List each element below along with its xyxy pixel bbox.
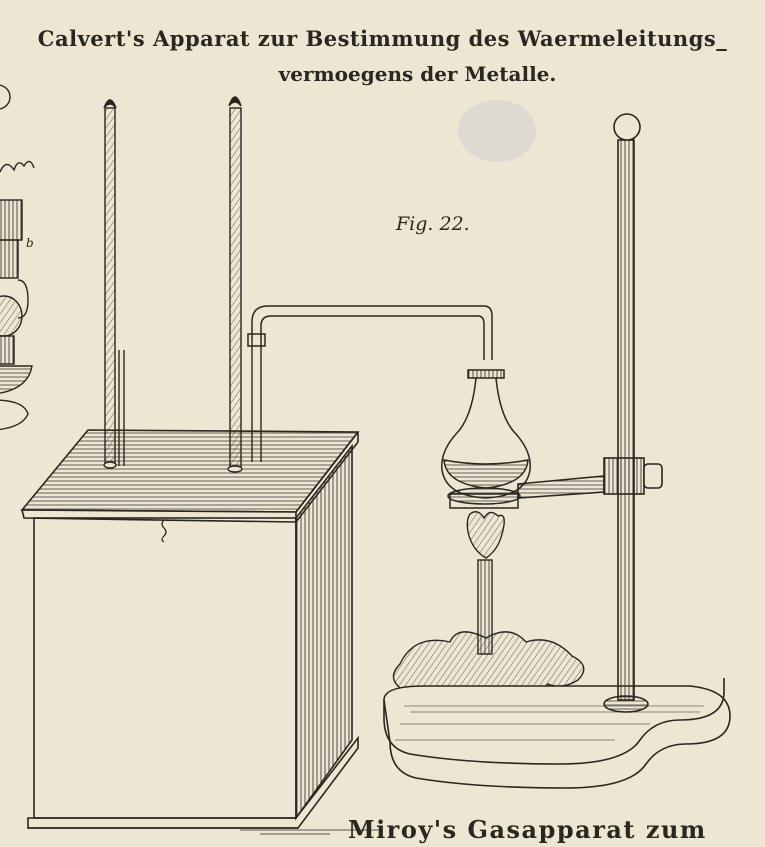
- document-title-line-2: vermoegens der Metalle.: [278, 62, 557, 86]
- left-partial-apparatus: [0, 85, 34, 430]
- document-title-line-1: Calvert's Apparat zur Bestimmung des Waermeleitungs_: [37, 26, 728, 51]
- part-label-b: b: [26, 236, 34, 250]
- thermometers: [104, 97, 261, 472]
- figure-label: Fig. 22.: [396, 213, 470, 235]
- glass-flask: [442, 370, 530, 508]
- bottom-caption: Miroy's Gasapparat zum: [348, 815, 707, 844]
- gas-pipe: [248, 306, 492, 360]
- calvert-box: [22, 430, 380, 834]
